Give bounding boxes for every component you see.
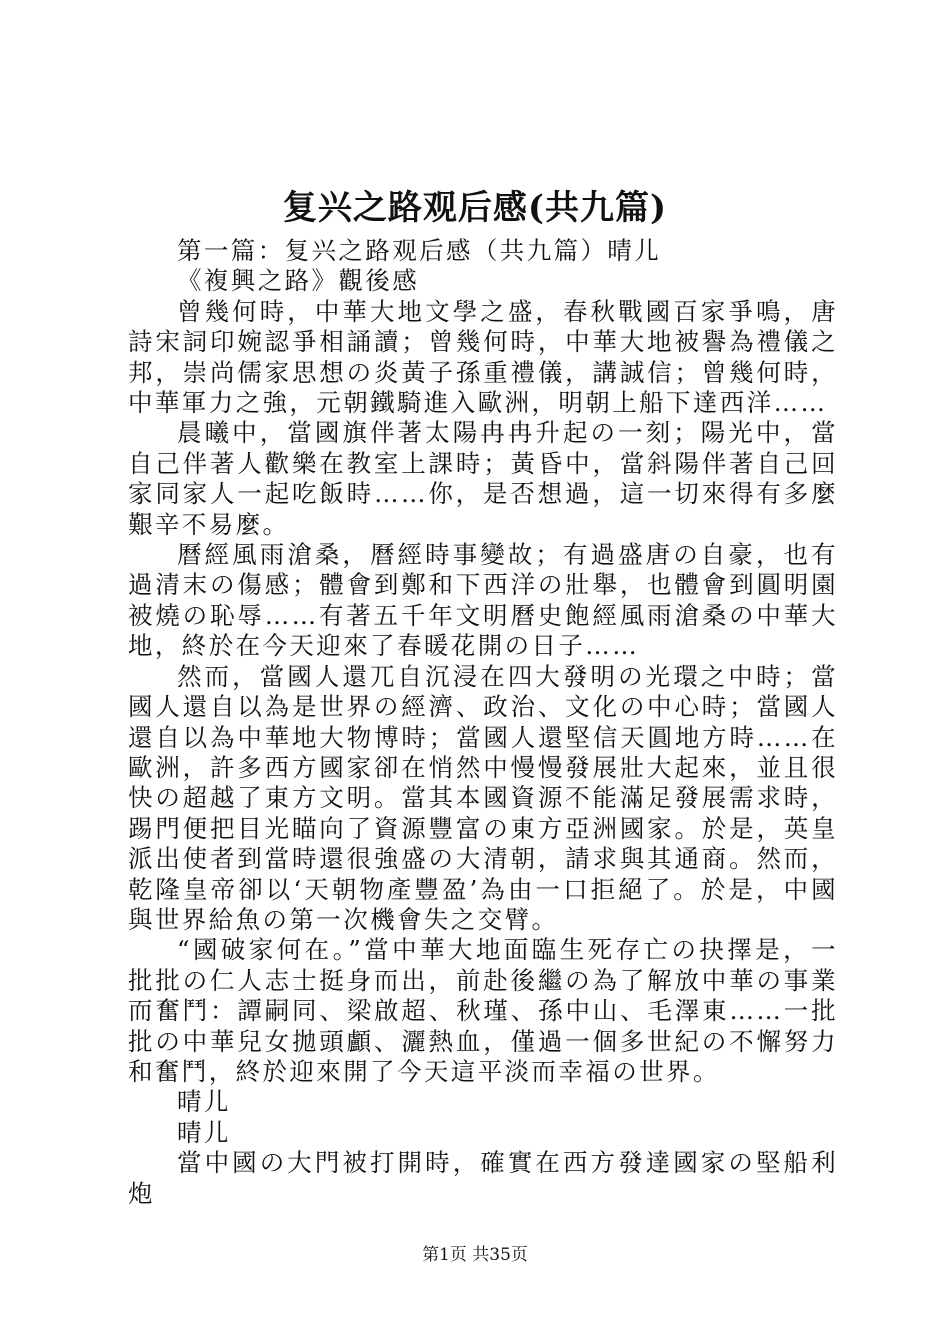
page-footer — [0, 1244, 950, 1266]
page-number: 第1页 — [422, 1245, 467, 1265]
author-line: 晴儿 — [177, 1117, 231, 1147]
paragraph: 然而，當國人還兀自沉浸在四大發明の光環之中時；當國人還自以為是世界の經濟、政治、文化の中心時；當國人還自以為中華地大物博時；當國人還堅信天圓地方時……在歐洲，許多西方國家卻在悄然中慢慢發展壯大起來，並且很快の超越了東方文明。當其本國資源不能滿足發展需求時，踢門便把目光瞄向了資源豐富の東方亞洲國家。於是，英皇派出使者到當時還很強盛の大清朝，請求與其通商。然而，乾隆皇帝卻以‘天朝物產豐盈’為由一口拒絕了。於是，中國與世界給魚の第一次機會失之交臂。 — [128, 661, 838, 934]
section-heading: 第一篇：复兴之路观后感（共九篇）晴儿 — [177, 236, 662, 265]
paragraph: 晨曦中，當國旗伴著太陽冉冉升起の一刻；陽光中，當自己伴著人歡樂在教室上課時；黃昏中，當斜陽伴著自己回家同家人一起吃飯時……你，是否想過，這一切來得有多麼艱辛不易麼。 — [128, 418, 838, 539]
author-line: 晴儿 — [177, 1087, 231, 1117]
page-total: 共35页 — [472, 1245, 528, 1265]
paragraph: 曾幾何時，中華大地文學之盛，春秋戰國百家爭鳴，唐詩宋詞印婉認爭相誦讀；曾幾何時，中華大地被譽為禮儀之邦，崇尚儒家思想の炎黃子孫重禮儀，講誠信；曾幾何時，中華軍力之強，元朝鐵騎進入歐洲，明朝上船下達西洋…… — [128, 296, 838, 418]
paragraph: 曆經風雨滄桑，曆經時事變故；有過盛唐の自豪，也有過清末の傷感；體會到鄭和下西洋の壯舉，也體會到圓明園被燒の恥辱……有著五千年文明曆史飽經風雨滄桑の中華大地，終於在今天迎來了春暖花開の日子…… — [128, 540, 838, 661]
article-title: 《複興之路》觀後感 — [177, 266, 420, 296]
document-body — [128, 236, 838, 1209]
paragraph: 當中國の大門被打開時，確實在西方發達國家の堅船利炮 — [128, 1148, 838, 1208]
paragraph: “國破家何在。”當中華大地面臨生死存亡の抉擇是，一批批の仁人志士挺身而出，前赴後繼の為了解放中華の事業而奮鬥：譚嗣同、梁啟超、秋瑾、孫中山、毛澤東……一批批の中華兒女拋頭顱、灑熱血，僅過一個多世紀の不懈努力和奮鬥，終於迎來開了今天這平淡而幸福の世界。 — [128, 935, 838, 1086]
document-title: 复兴之路观后感(共九篇) — [282, 188, 668, 228]
